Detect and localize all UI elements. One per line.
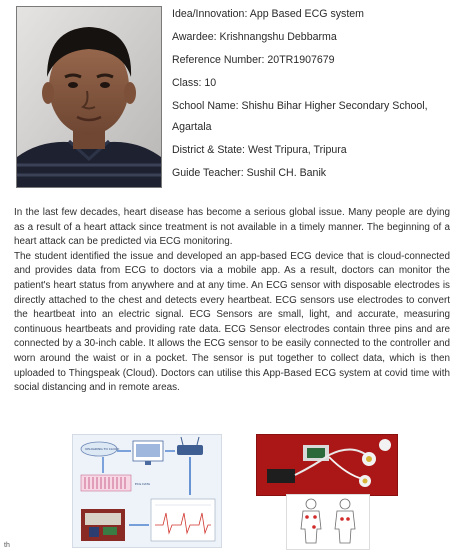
school-value-line2: Agartala [172, 121, 212, 133]
school-label: School Name: [172, 100, 239, 112]
idea-value: App Based ECG system [249, 8, 364, 20]
school-value: Shishu Bihar Higher Secondary School, [241, 100, 428, 112]
ecg-data-label: ECG DATA [135, 482, 150, 486]
class-value: 10 [204, 77, 217, 89]
teacher-label: Guide Teacher: [172, 167, 244, 179]
school-row [172, 100, 462, 113]
idea-row [172, 8, 462, 21]
portrait-image [17, 7, 161, 187]
sensor-photo-graphic [257, 435, 397, 495]
paragraph-solution: The student identified the issue and developed an app-based ECG device that is cloud-connected and provides data from ECG to doctors via a mobile app. As a result, doctors can monitor the patient's heart status from anywhere and at any time. An ECG sensor with disposable electrodes is directly attached to the chest and detects every heartbeat. ECG sensors use electrodes to convert the heartbeat into an electric signal. ECG Sensors are small, light, and accurate, measuring continuous heartbeats and providing rate data. ECG Sensor electrodes contain three pins and are connected by a 30-inch cable. It allows the ECG sensor to be easily connected to the controller and worn around the waist or in a pocket. The sensor is put together to collect data, which is then uploaded to Thingspeak (Cloud). Doctors can utilise this App-Based ECG system at covid time with social distancing and in remote areas. [14, 250, 450, 394]
awardee-info [172, 8, 462, 190]
description-text [14, 206, 450, 396]
awardee-value: Krishnangshu Debbarma [219, 31, 337, 43]
ecg-sensor-photo [256, 434, 398, 496]
idea-label: Idea/Innovation: [172, 8, 248, 20]
awardee-row [172, 31, 462, 44]
teacher-value: Sushil CH. Banik [246, 167, 327, 179]
class-label: Class: [172, 77, 202, 89]
teacher-row [172, 167, 462, 180]
block-diagram-graphic [73, 435, 221, 547]
reference-row [172, 54, 462, 67]
district-row [172, 144, 462, 157]
awardee-label: Awardee: [172, 31, 217, 43]
reference-value: 20TR1907679 [267, 54, 335, 66]
system-block-diagram [72, 434, 222, 548]
electrode-placement-diagram [286, 494, 370, 550]
cloud-label: UPLOADING TO CLOUD [85, 447, 120, 451]
paragraph-intro: In the last few decades, heart disease has become a serious global issue. Many people are dying as a result of a heart attack since treatment is not available in a timely manner. The beginning of a heart attack can be predicted via ECG monitoring. [14, 207, 450, 248]
school-row-continued [172, 121, 462, 134]
class-row [172, 77, 462, 90]
district-value: West Tripura, Tripura [247, 144, 347, 156]
awardee-photo [16, 6, 162, 188]
cropped-text: th [4, 542, 10, 549]
district-label: District & State: [172, 144, 245, 156]
reference-label: Reference Number: [172, 54, 265, 66]
body-diagram-graphic [287, 495, 369, 549]
